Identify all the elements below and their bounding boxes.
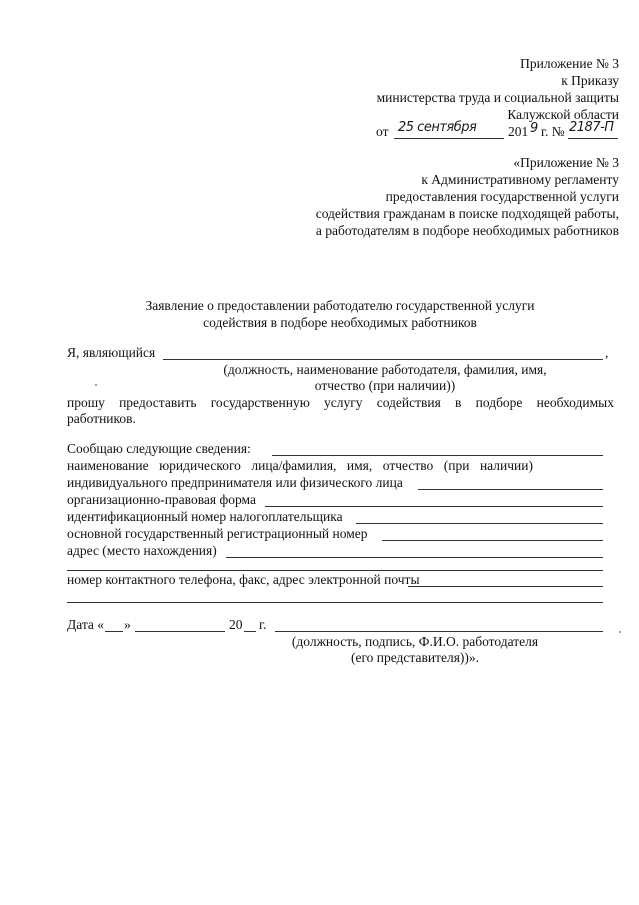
- header1-line2: к Приказу: [561, 73, 619, 88]
- info-intro-field[interactable]: [272, 455, 603, 456]
- signature-hint1: (должность, подпись, Ф.И.О. работодателя: [291, 634, 539, 649]
- order-date-from: от: [376, 124, 389, 139]
- org-form-label: организационно-правовая форма: [67, 492, 256, 507]
- signature-hint2: (его представителя))».: [350, 650, 480, 665]
- header2-line5: а работодателям в подборе необходимых работников: [315, 223, 619, 238]
- order-year-prefix: 201: [508, 124, 529, 139]
- header2-line3: предоставления государственной услуги: [385, 189, 619, 204]
- contacts-field-continued[interactable]: [67, 602, 603, 603]
- date-day-field[interactable]: [105, 631, 123, 632]
- date-label: Дата «: [67, 617, 105, 632]
- date-year-prefix: 20: [229, 617, 243, 632]
- address-label: адрес (место нахождения): [67, 543, 217, 558]
- applicant-hint1: (должность, наименование работодателя, фамилия, имя,: [223, 362, 547, 377]
- inn-field[interactable]: [356, 523, 603, 524]
- scan-speck: [619, 631, 621, 633]
- date-month-field[interactable]: [135, 631, 225, 632]
- contacts-label: номер контактного телефона, факс, адрес электронной почты: [67, 572, 420, 587]
- address-field-continued[interactable]: [67, 570, 603, 571]
- header1-line1: Приложение № 3: [520, 56, 619, 71]
- order-date-underline: [394, 138, 504, 139]
- legal-name-line2: индивидуального предпринимателя или физического лица: [67, 475, 403, 490]
- date-close-quote: »: [124, 617, 131, 632]
- title-line1: Заявление о предоставлении работодателю государственной услуги: [145, 298, 535, 313]
- order-number-handwritten: 2187-П: [569, 120, 614, 135]
- request-line1: прошу предоставить государственную услугу содействия в подборе необходимых: [67, 395, 614, 410]
- applicant-label: Я, являющийся: [67, 345, 156, 360]
- contacts-field[interactable]: [408, 586, 603, 587]
- inn-label: идентификационный номер налогоплательщика: [67, 509, 343, 524]
- header2-line4: содействия гражданам в поиске подходящей работы,: [315, 206, 619, 221]
- header2-line1: «Приложение № 3: [513, 155, 619, 170]
- title-line2: содействия в подборе необходимых работников: [203, 315, 477, 330]
- order-date-handwritten: 25 сентября: [398, 120, 477, 135]
- address-field[interactable]: [226, 557, 603, 558]
- order-number-underline: [568, 138, 618, 139]
- legal-name-line1: наименование юридического лица/фамилия, имя, отчество (при наличии): [67, 458, 533, 473]
- date-year-suffix: г.: [259, 617, 267, 632]
- order-year-digit: 9: [530, 121, 538, 136]
- applicant-field[interactable]: [163, 359, 603, 360]
- scan-speck: [95, 384, 97, 386]
- ogrn-label: основной государственный регистрационный номер: [67, 526, 368, 541]
- info-intro-label: Сообщаю следующие сведения:: [67, 441, 251, 456]
- applicant-comma: ,: [605, 345, 609, 360]
- order-year-suffix: г. №: [541, 124, 565, 139]
- header1-line3: министерства труда и социальной защиты: [376, 90, 619, 105]
- header1-line4: Калужской области: [507, 107, 619, 122]
- header2-line2: к Административному регламенту: [421, 172, 619, 187]
- date-year-field[interactable]: [244, 631, 256, 632]
- ogrn-field[interactable]: [382, 540, 603, 541]
- request-line2: работников.: [67, 411, 136, 426]
- signature-field[interactable]: [275, 631, 603, 632]
- applicant-hint2: отчество (при наличии)): [314, 378, 456, 393]
- legal-name-field[interactable]: [418, 489, 603, 490]
- org-form-field[interactable]: [265, 506, 603, 507]
